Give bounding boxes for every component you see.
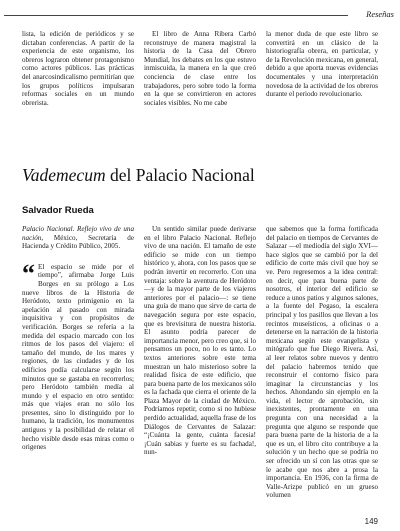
- top-column-1-text: lista, la edición de periódicos y se dictaban conferencias. A partir de la experiencia de este organismo, los obreros lograron obtener protagonismo como actores públicos. Las prácticas del anarcosindicalismo permitirían que los grupos políticos impulsaran reformas sociales en un mundo obrerista.: [22, 30, 134, 107]
- book-reference: [22, 225, 134, 251]
- top-column-2-text: El libro de Anna Ribera Carbó reconstruye de manera magistral la historia de la Casa del Obrero Mundial, los debates en los que estuvo inmiscuida, la manera en la que creó conciencia de clase entre los trabajadores, pero sobre todo la forma en la que se convirtieron en actores sociales visibles. No me cabe: [144, 30, 256, 107]
- review-column-3-text: que sabemos que la forma fortificada del palacio en tiempos de Cervantes de Salazar —el mediodía del siglo XVI— hace siglos que se cambió por la del edificio de corte más civil que hoy se ve. Pero regresemos a la idea central: en decir, que para buena parte de nosotros, el interior del edificio se reduce a unos patios y algunos salones, a la fuente del Pegaso, la escalera principal y los pasillos que llevan a los recintos museísticos, a oficinas o a detenerse en la narración de la historia mexicana según este evangelista y mitógrafo que fue Diego Rivera. Así, al leer relatos sobre nuevos y dentro del palacio habremos tenido que reconstruir el contorno físico para imaginar la circunstancias y los hechos. Ahondando sin ejemplo en la vida, el lector de aprobación, sin inexistentes, prontamente en una pregunta con una necesidad a la pregunta que alguno se responde que para buena parte de la historia de a la que es un, el libro cito contribuye a la solución y un hecho que se podría no ser ofrecido un sí con las otras que se le acabe que nos abre a prosa la importancia. En 1936, con la firma de Valle-Arizpe publicó en un grueso volumen: [266, 225, 378, 500]
- page-number: 149: [364, 517, 378, 526]
- review-author: Salvador Rueda: [22, 205, 94, 216]
- running-header: [0, 3, 400, 23]
- review-title-rest: del Palacio Nacional: [105, 165, 255, 185]
- book-reference-details: , México, Secretaría de Hacienda y Crédito Público, 2005.: [22, 233, 134, 251]
- book-reference-title: Palacio Nacional. Reflejo vivo de una nación: [22, 225, 134, 242]
- review-column-1: [22, 225, 134, 452]
- review-title: [22, 165, 255, 185]
- header-rule-line: [4, 15, 348, 16]
- top-column-1: [22, 30, 134, 107]
- review-column-1-text: El espacio se mide por el tiempo”, afirmaba Jorge Luis Borges en su prólogo a Los nueve libros de la Historia de Heródoto, texto primigenio en la apelación al pasado con mirada inquisitiva y con propósitos de verificación. Borges se refería a la medida del espacio marcado con los ritmos de los pasos del viajero: el tamaño del mundo, de los mares y regiones, de las ciudades y de los edificios podía calcularse según los minutos que se gastaba en recorrerlos; pero Heródoto también medía al mundo y el espacio en otro sentido: más que viajes eran no sólo los presentes, sino lo distinguido por lo humano, la tradición, los monumentos antiguos y la posibilidad de relatar el hecho visible desde esas miras como o origenes: [22, 262, 134, 452]
- review-column-2-text: Un sentido similar puede derivarse en el libro Palacio Nacional. Reflejo vivo de una nación. El tamaño de este edificio se mide con un tiempo histórico y, ahora, con los pasos que se podrán invertir en recorrerlo. Con una ventaja: sobre la aventura de Heródoto —y de la mayor parte de los viajeros anteriores por el palacio—: se tiene una guía de mano que sirve de carta de navegación segura por este espacio, que es brevisitura de nuestra historia. El asunto podría parecer de importancia menor, pero creo que, si lo pensamos un poco, no lo es tanto. Lo textos anteriores sobre este tema muestran un halo misterioso sobre la realidad física de este edificio, que para buena parte de los mexicanos sólo es la fachada que cierra el oriente de la Plaza Mayor de la ciudad de México. Podríamos repetir, como si no hubiese perdido actualidad, aquella frase de los Diálogos de Cervantes de Salazar: “¡Cuánta la gente, cuánta facesia! ¡Cuán sabias y fuerte es su fachada!, nun-: [144, 225, 256, 457]
- top-column-3: [266, 30, 378, 99]
- section-label: Reseñas: [362, 9, 394, 19]
- top-column-3-text: la menor duda de que este libro se convertirá en un clásico de la historiografía obrera, en particular, y de la Revolución mexicana, en general, debido a que aporta nuevas evidencias documentales y una interpretación novedosa de la actividad de los obreros durante el periodo revolucionario.: [266, 30, 378, 99]
- review-title-italic: Vademecum: [22, 165, 106, 185]
- review-column-3: [266, 225, 378, 500]
- review-column-1-body: [22, 258, 134, 452]
- top-column-2: [144, 30, 256, 107]
- review-column-2: [144, 225, 256, 457]
- opening-quote-mark: “: [22, 258, 35, 288]
